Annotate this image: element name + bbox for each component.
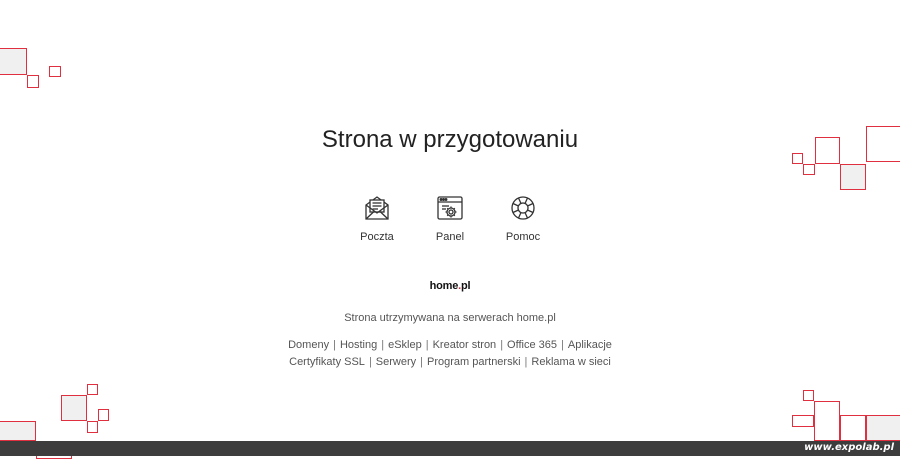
link-program-partnerski[interactable]: Program partnerski	[427, 356, 521, 368]
brand-logo[interactable]	[0, 280, 900, 292]
link-hosting[interactable]: Hosting	[339, 339, 378, 351]
link-domeny[interactable]: Domeny	[288, 339, 330, 351]
hosted-text: Strona utrzymywana na serwerach home.pl	[344, 312, 556, 324]
mail-link[interactable]	[341, 193, 414, 243]
quick-actions	[0, 193, 900, 243]
help-label: Pomoc	[505, 231, 541, 243]
link-certyfikaty-ssl[interactable]: Certyfikaty SSL	[289, 356, 365, 368]
watermark: www.expolab.pl	[804, 442, 894, 453]
link-esklep[interactable]: eSklep	[388, 339, 422, 351]
link-serwery[interactable]: Serwery	[375, 356, 417, 368]
service-links-row-2: Certyfikaty SSL | Serwery | Program partnerski | Reklama w sieci	[289, 356, 611, 368]
panel-link[interactable]	[414, 193, 487, 243]
help-link[interactable]	[487, 193, 560, 243]
footer-bar	[0, 441, 900, 456]
panel-label: Panel	[435, 231, 465, 243]
brand-part1: home	[429, 280, 459, 292]
link-kreator-stron[interactable]: Kreator stron	[432, 339, 497, 351]
service-links-row-1: Domeny | Hosting | eSklep | Kreator stron | Office 365 | Aplikacje	[288, 339, 612, 351]
page-title: Strona w przygotowaniu	[321, 126, 579, 153]
brand-part2: pl	[461, 280, 471, 292]
link-reklama-w-sieci[interactable]: Reklama w sieci	[531, 356, 611, 368]
mail-envelope-icon	[362, 193, 392, 223]
link-aplikacje[interactable]: Aplikacje	[567, 339, 612, 351]
brand-dot: .	[458, 280, 461, 292]
browser-settings-icon	[435, 193, 465, 223]
link-office-365[interactable]: Office 365	[507, 339, 557, 351]
lifebuoy-icon	[508, 193, 538, 223]
mail-label: Poczta	[360, 231, 394, 243]
